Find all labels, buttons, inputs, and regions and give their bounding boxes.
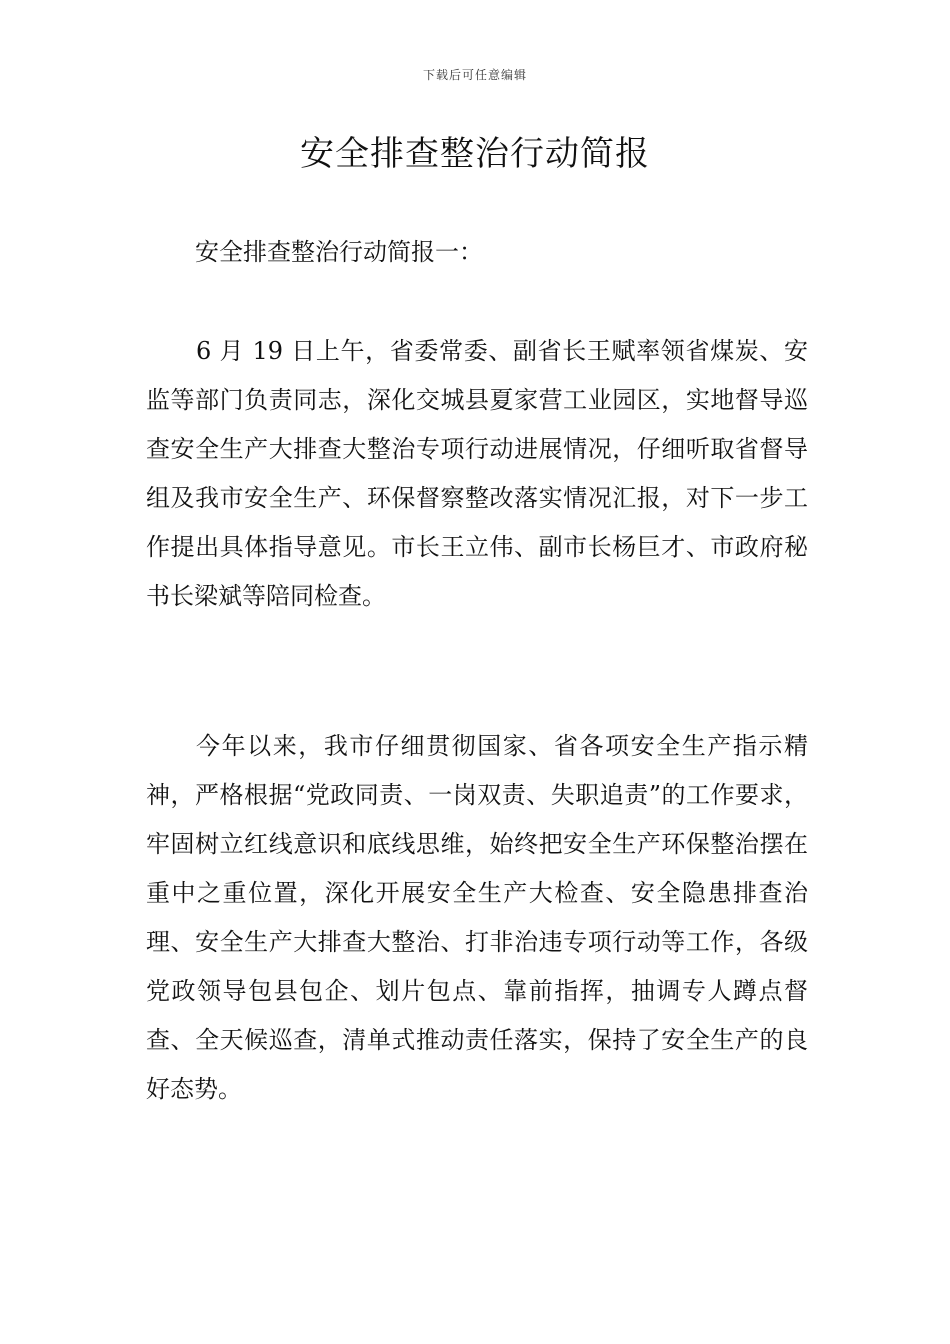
- paragraph-1: 6 月 19 日上午，省委常委、副省长王赋率领省煤炭、安监等部门负责同志，深化交城县夏家营工业园区，实地督导巡查安全生产大排查大整治专项行动进展情况，仔细听取省督导组及我市安全生产、环保督察整改落实情况汇报，对下一步工作提出具体指导意见。市长王立伟、副市长杨巨才、市政府秘书长梁斌等陪同检查。: [146, 337, 808, 610]
- paragraph-2: 今年以来，我市仔细贯彻国家、省各项安全生产指示精神，严格根据“党政同责、一岗双责、失职追责”的工作要求，牢固树立红线意识和底线思维，始终把安全生产环保整治摆在重中之重位置，深化开展安全生产大检查、安全隐患排查治理、安全生产大排查大整治、打非治违专项行动等工作，各级党政领导包县包企、划片包点、靠前指挥，抽调专人蹲点督查、全天候巡查，清单式推动责任落实，保持了安全生产的良好态势。: [146, 732, 808, 1103]
- header-note: 下载后可任意编辑: [422, 68, 527, 82]
- document-subtitle: 安全排查整治行动简报一：: [195, 238, 483, 266]
- document-title: 安全排查整治行动简报: [300, 134, 650, 174]
